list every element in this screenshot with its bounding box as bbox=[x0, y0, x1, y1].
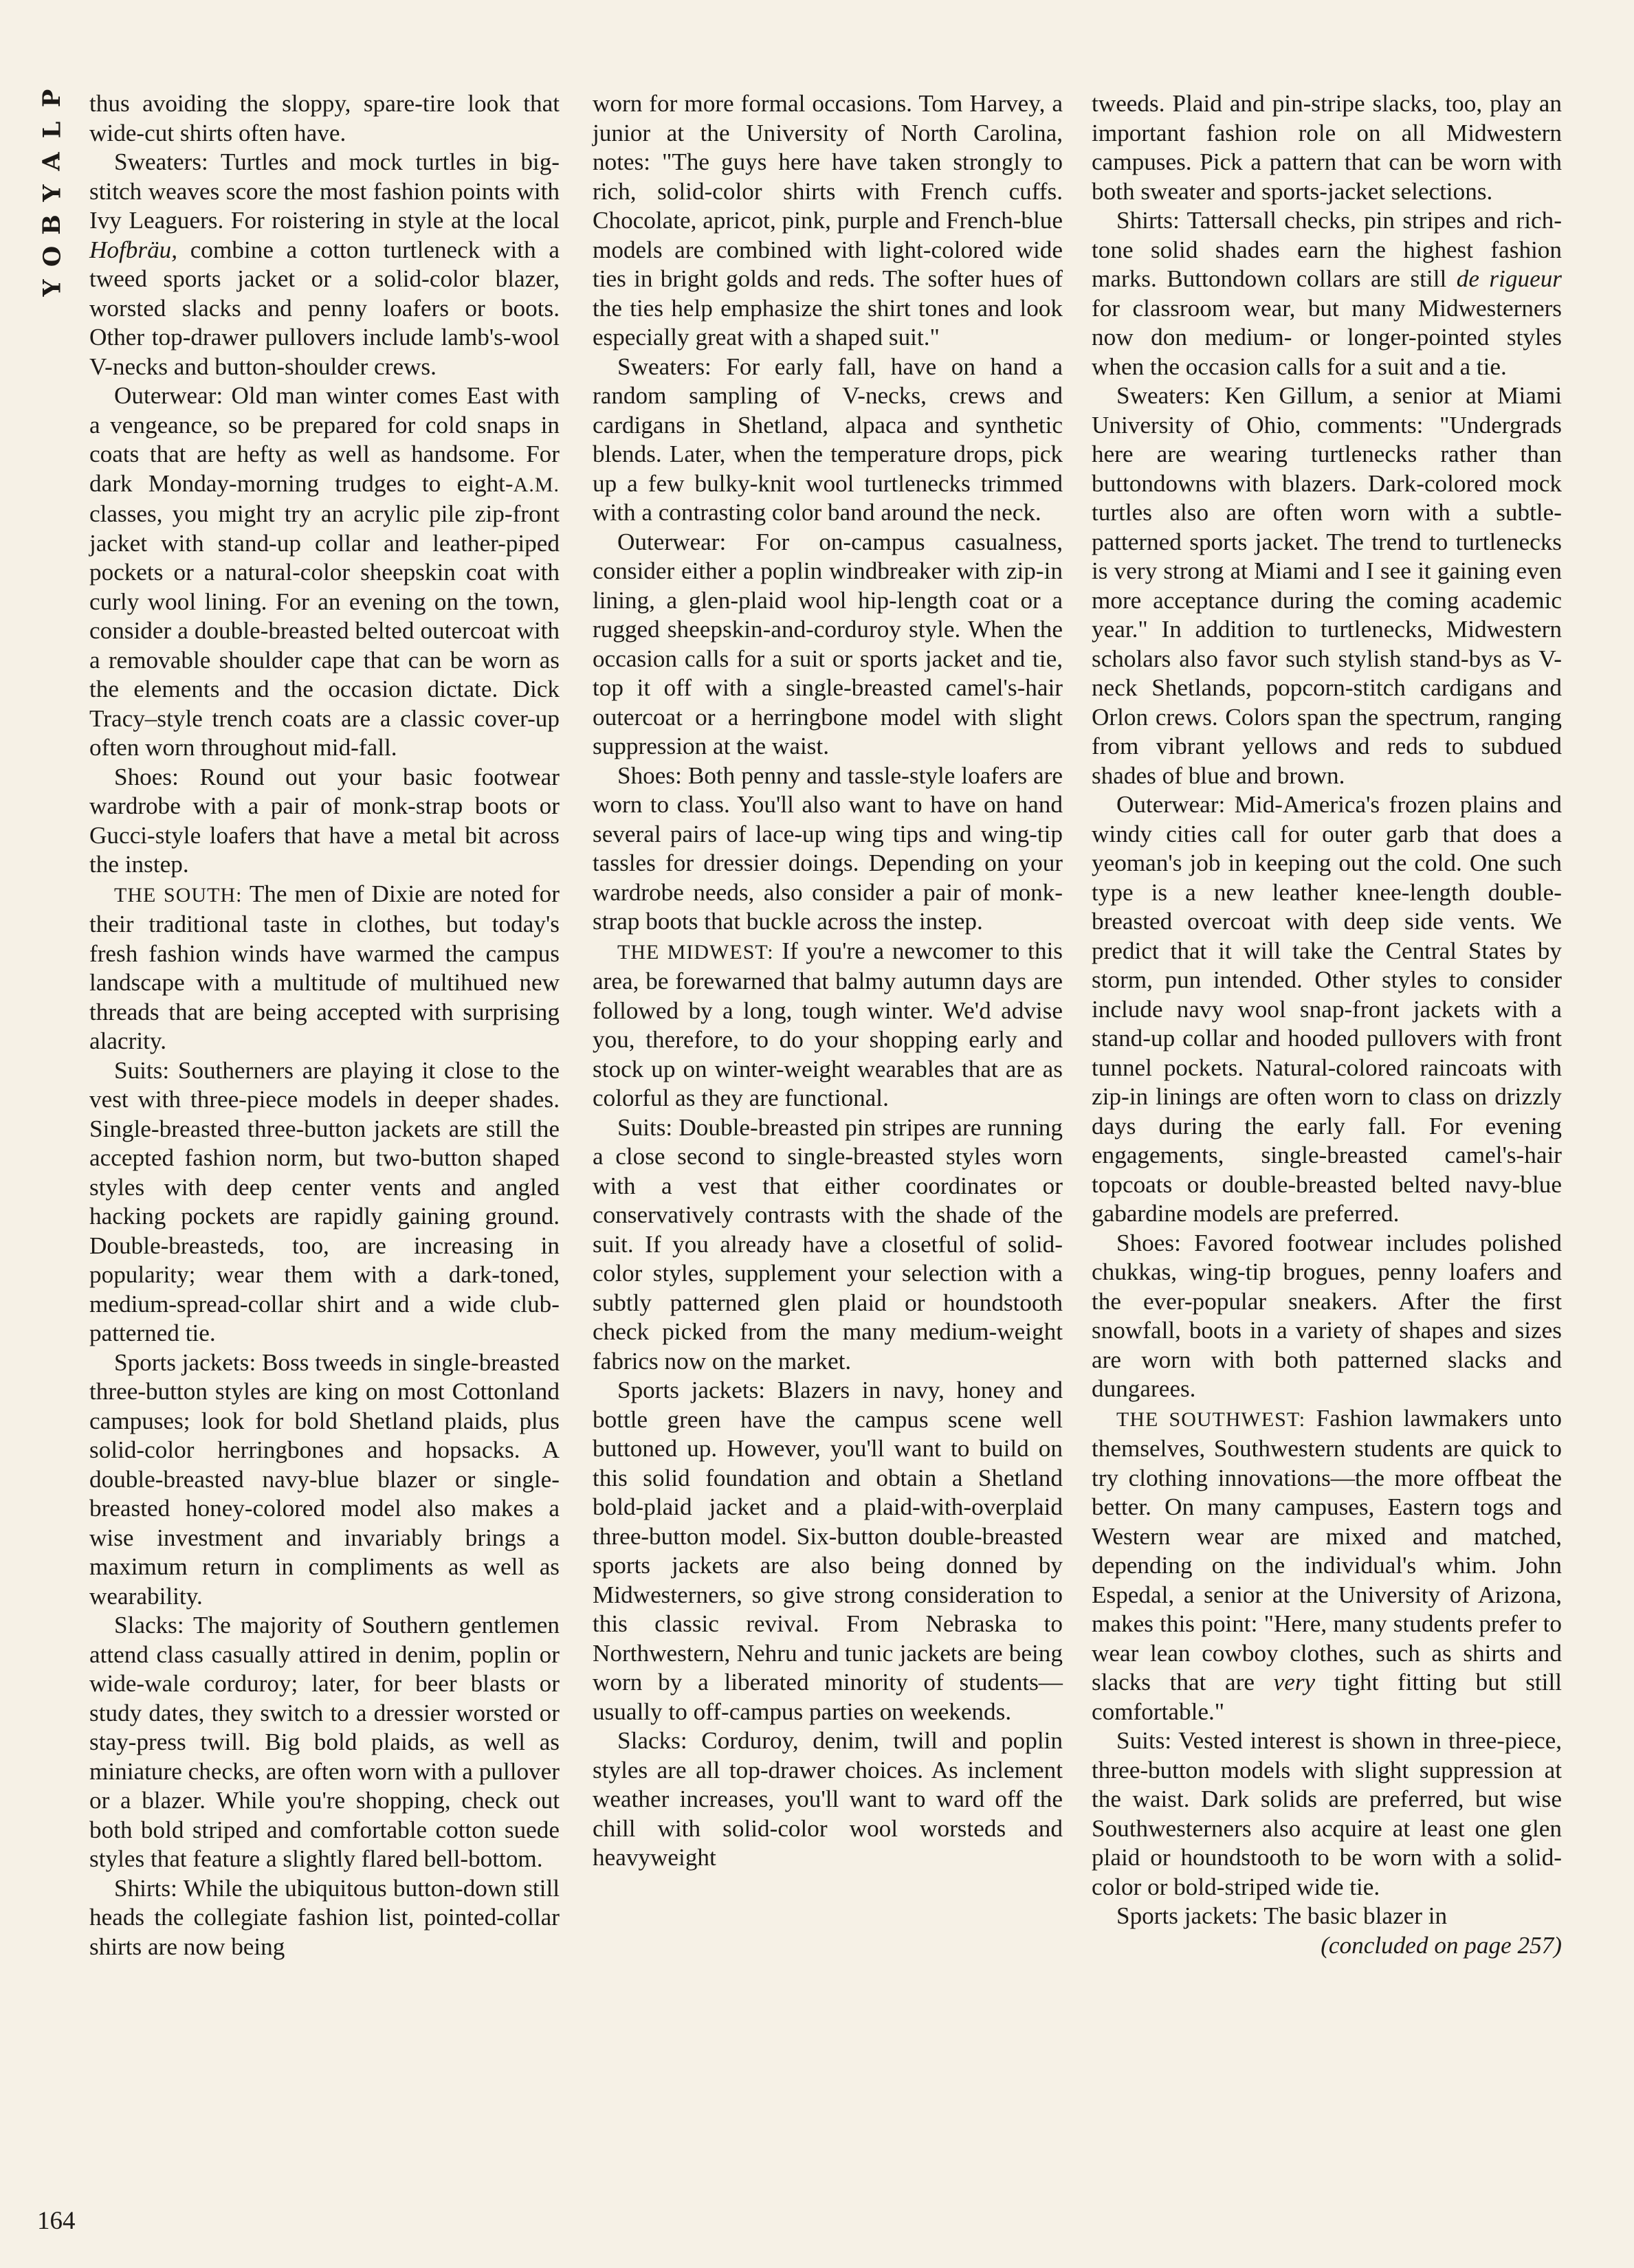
masthead-playboy bbox=[32, 82, 73, 304]
paragraph: Suits: Vested interest is shown in three-piece, three-button models with slight suppression at the waist. Dark solids are preferred, but wise Southwesterners also acquire at least one glen plaid or houndstooth to be worn with a solid-color or bold-striped wide tie. bbox=[1092, 1727, 1562, 1900]
masthead-letter: P bbox=[37, 89, 66, 108]
paragraph: Sweaters: Turtles and mock turtles in big-stitch weaves score the most fashion points with Ivy Leaguers. For roistering in style at the local Hofbräu, combine a cotton turtleneck with a tweed sports jacket or a solid-color blazer, worsted slacks and penny loafers or boots. Other top-drawer pullovers include lamb's-wool V-necks and button-shoulder crews. bbox=[89, 148, 560, 380]
paragraph: Suits: Southerners are playing it close to the vest with three-piece models in deeper shades. Single-breasted three-button jackets are still the accepted fashion norm, but two-button shaped styles with deep center vents and angled hacking pockets are rapidly gaining ground. Double-breasteds, too, are increasing in popularity; wear them with a dark-toned, medium-spread-collar shirt and a wide club-patterned tie. bbox=[89, 1056, 560, 1346]
paragraph: Sweaters: Ken Gillum, a senior at Miami University of Ohio, comments: "Undergrads here are wearing turtlenecks rather than buttondowns with blazers. Dark-colored mock turtles also are often worn with a subtle-patterned sports jacket. The trend to turtlenecks is very strong at Miami and I see it gaining even more acceptance during the coming academic year." In addition to turtlenecks, Midwestern scholars also favor such stylish stand-bys as V-neck Shetlands, popcorn-stitch cardigans and Orlon crews. Colors span the spectrum, ranging from vibrant yellows and reds to subdued shades of blue and brown. bbox=[1092, 382, 1562, 789]
paragraph: Shirts: While the ubiquitous button-down still heads the collegiate fashion list, pointed-collar shirts are now being bbox=[89, 1874, 560, 1960]
continuation-note: (concluded on page 257) bbox=[1321, 1931, 1562, 1959]
paragraph: worn for more formal occasions. Tom Harvey, a junior at the University of North Carolina, notes: "The guys here have taken strongly to rich, solid-color shirts with French cuffs. Chocolate, apricot, pink, purple and French-blue models are combined with light-colored wide ties in bright golds and reds. The softer hues of the ties help emphasize the shirt tones and look especially great with a shaped suit." bbox=[593, 90, 1063, 351]
section-paragraph-midwest: THE MIDWEST: If you're a newcomer to this area, be forewarned that balmy autumn days are followed by a long, tough winter. We'd advise you, therefore, to do your shopping early and stock up on winter-weight wearables that are as colorful as they are functional. bbox=[593, 937, 1063, 1111]
section-label: THE SOUTHWEST: bbox=[1116, 1408, 1306, 1431]
masthead-letter: L bbox=[37, 121, 66, 139]
paragraph: Sports jackets: Blazers in navy, honey and bottle green have the campus scene well buttoned up. However, you'll want to build on this solid foundation and obtain a Shetland bold-plaid jacket and a plaid-with-overplaid three-button model. Six-button double-breasted sports jackets are also being donned by Midwesterners, so give strong consideration to this classic revival. From Nebraska to Northwestern, Nehru and tunic jackets are being worn by a liberated minority of students—usually to off-campus parties on weekends. bbox=[593, 1377, 1063, 1725]
paragraph: Sports jackets: The basic blazer in bbox=[1116, 1902, 1448, 1929]
paragraph: Shoes: Favored footwear includes polished chukkas, wing-tip brogues, penny loafers and the ever-popular sneakers. After the first snowfall, boots in a variety of shapes and sizes are worn with both patterned slacks and dungarees. bbox=[1092, 1229, 1562, 1402]
paragraph: tweeds. Plaid and pin-stripe slacks, too, play an important fashion role on all Midwestern campuses. Pick a pattern that can be worn with both sweater and sports-jacket selections. bbox=[1092, 90, 1562, 205]
section-paragraph-south: THE SOUTH: The men of Dixie are noted for their traditional taste in clothes, but today's fresh fashion winds have warmed the campus landscape with a multitude of multihued new threads that are being accepted with surprising alacrity. bbox=[89, 880, 560, 1054]
paragraph: Slacks: Corduroy, denim, twill and poplin styles are all top-drawer choices. As inclement weather increases, you'll want to ward off the chill with solid-color wool worsteds and heavyweight bbox=[593, 1727, 1063, 1871]
masthead-letter: Y bbox=[38, 184, 66, 202]
section-paragraph-southwest: THE SOUTHWEST: Fashion lawmakers unto themselves, Southwestern students are quick to try clothing innovations—the more offbeat the better. On many campuses, Eastern togs and Western wear are mixed and matched, depending on the individual's whim. John Espedal, a senior at the University of Arizona, makes this point: "Here, many students prefer to wear lean cowboy clothes, such as shirts and slacks that are very tight fitting but still comfortable." bbox=[1092, 1404, 1563, 1725]
section-label: THE SOUTH: bbox=[114, 883, 243, 907]
paragraph: Slacks: The majority of Southern gentlemen attend class casually attired in denim, poplin or wide-wale corduroy; later, for beer blasts or study dates, they switch to a dressier worsted or stay-press twill. Big bold plaids, as well as miniature checks, are often worn with a pullover or a blazer. While you're shopping, check out both bold striped and comfortable cotton suede styles that feature a slightly flared bell-bottom. bbox=[89, 1612, 560, 1872]
paragraph: Outerwear: Mid-America's frozen plains and windy cities call for outer garb that does a yeoman's job in keeping out the cold. One such type is a new leather knee-length double-breasted overcoat with deep side vents. We predict that it will take the Central States by storm, pun intended. Other styles to consider include navy wool snap-front jackets with a stand-up collar and hooded pullovers with front tunnel pockets. Natural-colored raincoats with zip-in linings are often worn to class on drizzly days during the early fall. For evening engagements, single-breasted camel's-hair topcoats or double-breasted belted navy-blue gabardine models are preferred. bbox=[1092, 791, 1562, 1227]
paragraph: Suits: Double-breasted pin stripes are running a close second to single-breasted styles worn with a vest that either coordinates or conservatively contrasts with the shade of the suit. If you already have a closetful of solid-color styles, supplement your selection with a subtly patterned glen plaid or houndstooth check picked from the many medium-weight fabrics now on the market. bbox=[593, 1113, 1063, 1375]
paragraph: Shoes: Round out your basic footwear wardrobe with a pair of monk-strap boots or Gucci-style loafers that have a metal bit across the instep. bbox=[89, 763, 560, 878]
section-label: THE MIDWEST: bbox=[617, 940, 774, 964]
paragraph: Outerwear: Old man winter comes East with a vengeance, so be prepared for cold snaps in coats that are hefty as well as handsome. For dark Monday-morning trudges to eight-A.M. classes, you might try an acrylic pile zip-front jacket with stand-up collar and leather-piped pockets or a natural-color sheepskin coat with curly wool lining. For an evening on the town, consider a double-breasted belted outercoat with a removable shoulder cape that can be worn as the elements and the occasion dictate. Dick Tracy–style trench coats are a classic cover-up often worn throughout mid-fall. bbox=[89, 382, 560, 761]
article-column-2 bbox=[593, 89, 1063, 1873]
page-number: 164 bbox=[37, 2207, 76, 2235]
paragraph: Shirts: Tattersall checks, pin stripes and rich-tone solid shades earn the highest fashion marks. Buttondown collars are still de rigueur for classroom wear, but many Midwesterners now don medium- or longer-pointed styles when the occasion calls for a suit and a tie. bbox=[1092, 207, 1562, 380]
paragraph: Sweaters: For early fall, have on hand a random sampling of V-necks, crews and cardigans in Shetland, alpaca and synthetic blends. Later, when the temperature drops, pick up a few bulky-knit wool turtlenecks trimmed with a contrasting color band around the neck. bbox=[593, 353, 1063, 526]
masthead-letter: B bbox=[38, 214, 66, 235]
masthead-letter: A bbox=[38, 152, 66, 171]
article-column-1 bbox=[89, 89, 560, 1961]
paragraph: Sports jackets: Boss tweeds in single-breasted three-button styles are king on most Cottonland campuses; look for bold Shetland plaids, plus solid-color herringbones and hopsacks. A double-breasted navy-blue blazer or single-breasted honey-colored model also makes a wise investment and invariably brings a maximum return in compliments as well as wearability. bbox=[89, 1348, 560, 1610]
masthead-letter: Y bbox=[38, 279, 66, 297]
paragraph: Outerwear: For on-campus casualness, consider either a poplin windbreaker with zip-in lining, a glen-plaid wool hip-length coat or a rugged sheepskin-and-corduroy style. When the occasion calls for a suit or sports jacket and tie, top it off with a single-breasted camel's-hair outercoat or a herringbone model with slight suppression at the waist. bbox=[593, 528, 1063, 759]
paragraph: thus avoiding the sloppy, spare-tire look that wide-cut shirts often have. bbox=[89, 90, 560, 146]
masthead-letter: O bbox=[38, 245, 66, 267]
paragraph: Shoes: Both penny and tassle-style loafers are worn to class. You'll also want to have on hand several pairs of lace-up wing tips and wing-tip tassles for dressier doings. Depending on your wardrobe needs, also consider a pair of monk-strap boots that buckle across the instep. bbox=[593, 761, 1063, 935]
article-column-3 bbox=[1092, 89, 1562, 1960]
